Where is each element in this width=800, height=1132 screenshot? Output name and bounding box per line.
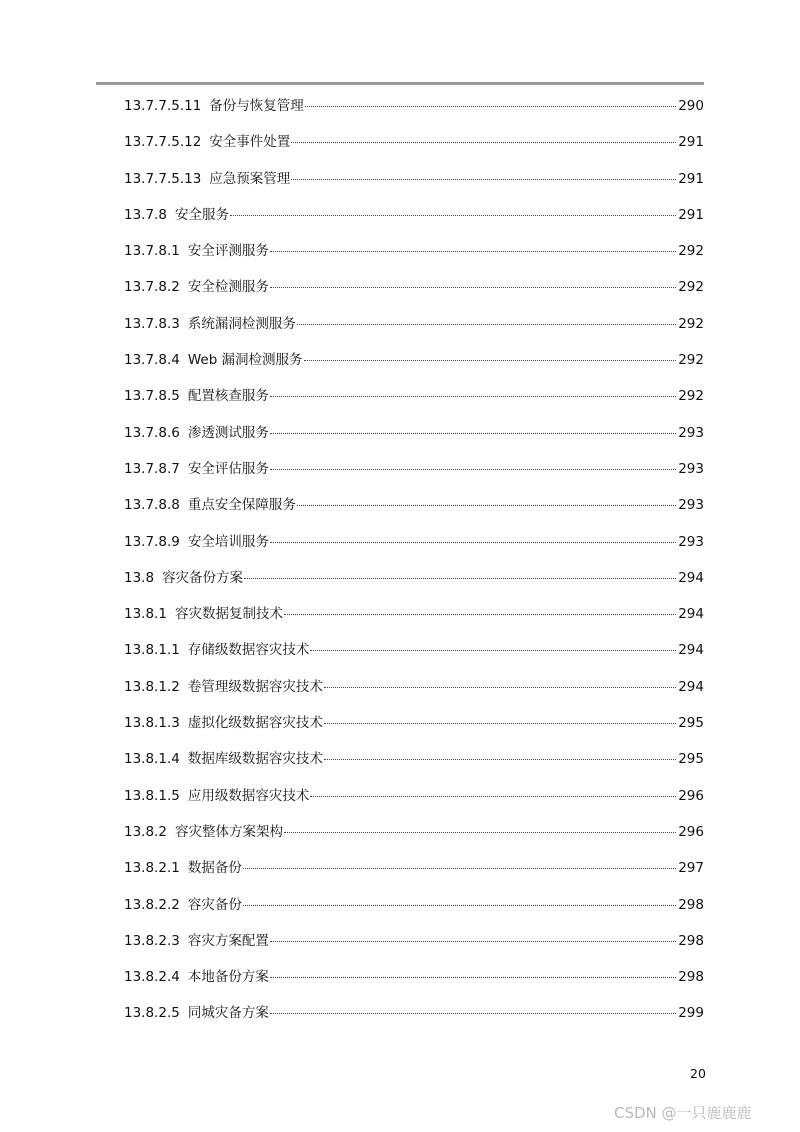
toc-entry-title: 容灾备份方案 bbox=[162, 569, 244, 586]
toc-entry[interactable] bbox=[124, 858, 704, 894]
toc-entry-title: 备份与恢复管理 bbox=[209, 98, 304, 114]
toc-entry-title: 应用级数据容灾技术 bbox=[187, 787, 310, 804]
toc-dot-leader bbox=[270, 941, 676, 942]
toc-dot-leader bbox=[243, 868, 676, 869]
toc-dot-leader bbox=[244, 578, 676, 579]
toc-entry-title: 本地备份方案 bbox=[187, 969, 269, 986]
toc-entry-number: 13.7.8.9 bbox=[124, 533, 180, 550]
toc-entry-number: 13.7.8.7 bbox=[124, 460, 180, 477]
toc-dot-leader bbox=[270, 469, 676, 470]
toc-entry-number: 13.8.2.3 bbox=[124, 932, 180, 949]
toc-entry-title: 容灾整体方案架构 bbox=[174, 823, 283, 840]
toc-entry-title: 配置核查服务 bbox=[187, 388, 269, 405]
toc-entry-title: 安全培训服务 bbox=[187, 533, 269, 550]
toc-entry[interactable] bbox=[124, 931, 704, 967]
toc-entry-title: 容灾方案配置 bbox=[187, 932, 269, 949]
toc-entry-number: 13.8.2.1 bbox=[124, 860, 180, 877]
toc-dot-leader bbox=[324, 759, 676, 760]
toc-entry[interactable] bbox=[124, 568, 704, 604]
toc-entry-title: 渗透测试服务 bbox=[187, 424, 269, 441]
toc-entry-page: 292 bbox=[678, 388, 704, 405]
toc-dot-leader bbox=[291, 179, 676, 180]
toc-dot-leader bbox=[270, 1013, 676, 1014]
toc-dot-leader bbox=[324, 687, 676, 688]
toc-entry[interactable] bbox=[124, 640, 704, 676]
toc-dot-leader bbox=[284, 832, 676, 833]
toc-entry-number: 13.8.1 bbox=[124, 606, 167, 623]
toc-dot-leader bbox=[297, 505, 676, 506]
toc-dot-leader bbox=[310, 796, 676, 797]
toc-entry-number: 13.7.8.8 bbox=[124, 497, 180, 514]
toc-entry-title: 容灾备份 bbox=[187, 896, 242, 913]
toc-entry-number: 13.8.2.5 bbox=[124, 1005, 180, 1022]
toc-dot-leader bbox=[270, 977, 676, 978]
toc-dot-leader bbox=[270, 542, 676, 543]
toc-entry[interactable] bbox=[124, 822, 704, 858]
toc-entry-number: 13.7.8.2 bbox=[124, 279, 180, 296]
toc-entry-number: 13.8.1.5 bbox=[124, 787, 180, 804]
toc-entry[interactable] bbox=[124, 96, 704, 132]
toc-entry[interactable] bbox=[124, 169, 704, 205]
toc-entry[interactable] bbox=[124, 786, 704, 822]
toc-entry[interactable] bbox=[124, 423, 704, 459]
toc-entry-title: 安全事件处置 bbox=[209, 134, 291, 151]
toc-entry-page: 293 bbox=[678, 533, 704, 550]
toc-entry-number: 13.8.1.4 bbox=[124, 751, 180, 768]
toc-entry[interactable] bbox=[124, 495, 704, 531]
toc-entry-page: 298 bbox=[678, 896, 704, 913]
toc-entry-number: 13.7.8 bbox=[124, 206, 167, 223]
toc-entry-page: 291 bbox=[678, 134, 704, 151]
toc-dot-leader bbox=[304, 360, 677, 361]
watermark: CSDN @一只鹿鹿鹿 bbox=[614, 1104, 752, 1122]
toc-entry-page: 292 bbox=[678, 243, 704, 260]
toc-entry-page: 294 bbox=[678, 642, 704, 659]
toc-entry-title: 安全服务 bbox=[174, 206, 229, 223]
toc-entry[interactable] bbox=[124, 241, 704, 277]
toc-entry-page: 293 bbox=[678, 424, 704, 441]
toc-entry-number: 13.7.8.4 bbox=[124, 352, 180, 369]
toc-entry-title: 数据备份 bbox=[187, 860, 242, 877]
toc-entry[interactable] bbox=[124, 532, 704, 568]
toc-entry[interactable] bbox=[124, 350, 704, 386]
toc-dot-leader bbox=[270, 396, 676, 397]
toc-entry-title: 容灾数据复制技术 bbox=[174, 606, 283, 623]
toc-entry[interactable] bbox=[124, 314, 704, 350]
toc-entry-page: 291 bbox=[678, 206, 704, 223]
toc-entry[interactable] bbox=[124, 749, 704, 785]
toc-entry-page: 294 bbox=[678, 569, 704, 586]
toc-entry[interactable] bbox=[124, 677, 704, 713]
toc-entry-page: 292 bbox=[678, 279, 704, 296]
toc-entry-page: 298 bbox=[678, 969, 704, 986]
toc-entry-title: 安全评测服务 bbox=[187, 243, 269, 260]
toc-entry-title: 存储级数据容灾技术 bbox=[187, 642, 310, 659]
toc-entry[interactable] bbox=[124, 386, 704, 422]
toc-entry-number: 13.7.7.5.12 bbox=[124, 134, 202, 151]
toc-entry[interactable] bbox=[124, 459, 704, 495]
toc-entry-number: 13.8.1.1 bbox=[124, 642, 180, 659]
toc-entry-number: 13.7.8.5 bbox=[124, 388, 180, 405]
toc-entry-title: 虚拟化级数据容灾技术 bbox=[187, 715, 323, 732]
toc-entry-page: 292 bbox=[678, 315, 704, 332]
table-of-contents bbox=[124, 96, 704, 1040]
toc-dot-leader bbox=[284, 614, 676, 615]
toc-entry-page: 293 bbox=[678, 497, 704, 514]
toc-entry-title: Web 漏洞检测服务 bbox=[187, 352, 303, 369]
toc-entry-number: 13.7.7.5.11 bbox=[124, 98, 202, 114]
toc-entry-number: 13.7.8.6 bbox=[124, 424, 180, 441]
toc-entry-title: 应急预案管理 bbox=[209, 170, 291, 187]
toc-entry-number: 13.8.2.2 bbox=[124, 896, 180, 913]
header-rule bbox=[96, 82, 704, 85]
toc-entry[interactable] bbox=[124, 967, 704, 1003]
toc-entry-page: 294 bbox=[678, 606, 704, 623]
toc-entry-number: 13.8.1.3 bbox=[124, 715, 180, 732]
toc-entry-page: 293 bbox=[678, 460, 704, 477]
toc-entry[interactable] bbox=[124, 132, 704, 168]
toc-entry[interactable] bbox=[124, 277, 704, 313]
toc-entry[interactable] bbox=[124, 895, 704, 931]
toc-dot-leader bbox=[310, 650, 676, 651]
toc-dot-leader bbox=[305, 106, 676, 107]
toc-dot-leader bbox=[270, 433, 676, 434]
toc-entry-page: 299 bbox=[678, 1005, 704, 1022]
toc-entry-page: 291 bbox=[678, 170, 704, 187]
toc-entry-number: 13.8.2 bbox=[124, 823, 167, 840]
toc-dot-leader bbox=[243, 905, 676, 906]
toc-entry-page: 296 bbox=[678, 823, 704, 840]
page-number: 20 bbox=[690, 1066, 706, 1081]
toc-entry-title: 卷管理级数据容灾技术 bbox=[187, 678, 323, 695]
toc-entry-page: 296 bbox=[678, 787, 704, 804]
toc-entry-number: 13.7.8.1 bbox=[124, 243, 180, 260]
toc-dot-leader bbox=[297, 324, 676, 325]
toc-dot-leader bbox=[270, 287, 676, 288]
toc-entry-number: 13.8.2.4 bbox=[124, 969, 180, 986]
toc-entry[interactable] bbox=[124, 1003, 704, 1039]
toc-entry-page: 298 bbox=[678, 932, 704, 949]
toc-dot-leader bbox=[291, 142, 676, 143]
toc-dot-leader bbox=[230, 215, 676, 216]
toc-entry[interactable] bbox=[124, 205, 704, 241]
toc-entry-page: 297 bbox=[678, 860, 704, 877]
toc-entry[interactable] bbox=[124, 604, 704, 640]
toc-entry-title: 安全评估服务 bbox=[187, 460, 269, 477]
toc-entry-page: 295 bbox=[678, 715, 704, 732]
toc-entry-number: 13.8 bbox=[124, 569, 155, 586]
toc-entry-title: 数据库级数据容灾技术 bbox=[187, 751, 323, 768]
toc-entry-number: 13.7.7.5.13 bbox=[124, 170, 202, 187]
toc-entry-number: 13.7.8.3 bbox=[124, 315, 180, 332]
toc-dot-leader bbox=[270, 251, 676, 252]
toc-entry-number: 13.8.1.2 bbox=[124, 678, 180, 695]
toc-entry-page: 294 bbox=[678, 678, 704, 695]
toc-entry-title: 安全检测服务 bbox=[187, 279, 269, 296]
toc-entry-page: 292 bbox=[678, 352, 704, 369]
toc-entry-title: 系统漏洞检测服务 bbox=[187, 315, 296, 332]
toc-entry[interactable] bbox=[124, 713, 704, 749]
toc-dot-leader bbox=[324, 723, 676, 724]
toc-entry-title: 重点安全保障服务 bbox=[187, 497, 296, 514]
toc-entry-page: 295 bbox=[678, 751, 704, 768]
toc-entry-title: 同城灾备方案 bbox=[187, 1005, 269, 1022]
toc-entry-page: 290 bbox=[678, 98, 704, 114]
